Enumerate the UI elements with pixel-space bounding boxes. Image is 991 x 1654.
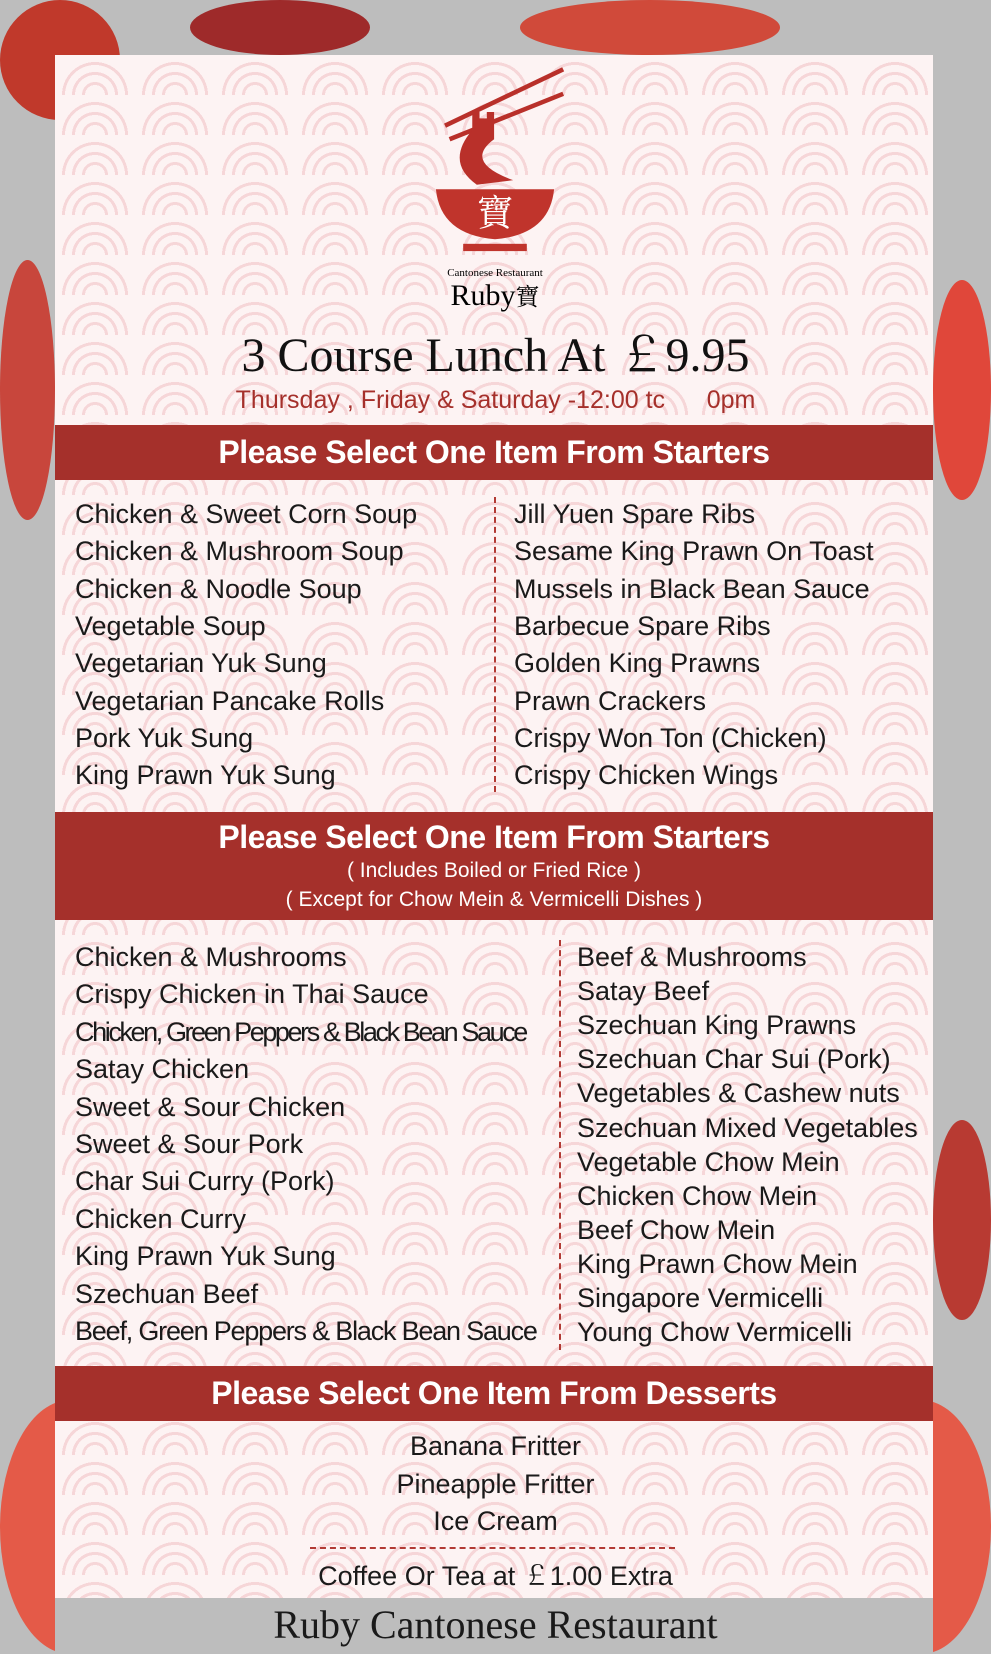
logo-subtitle: Cantonese Restaurant [447, 267, 543, 279]
menu-item: Golden King Prawns [514, 648, 761, 679]
menu-item: Beef & Mushrooms [577, 942, 807, 972]
menu-item: Prawn Crackers [514, 685, 707, 716]
menu-item: Crispy Chicken in Thai Sauce [75, 979, 429, 1010]
logo [420, 62, 570, 322]
svg-text:寶: 寶 [476, 191, 514, 235]
desserts-heading: Please Select One Item From Desserts [211, 1375, 777, 1411]
menu-item: Sweet & Sour Pork [75, 1129, 304, 1159]
menu-item: Beef Chow Mein [577, 1214, 776, 1245]
menu-item: King Prawn Yuk Sung [75, 1241, 336, 1272]
menu-item: Pork Yuk Sung [75, 722, 254, 753]
menu-item: Szechuan Char Sui (Pork) [577, 1044, 891, 1075]
starters-divider [494, 497, 496, 792]
logo-name: Ruby [450, 279, 516, 312]
menu-item: Szechuan King Prawns [577, 1010, 857, 1041]
starters-heading: Please Select One Item From Starters [218, 434, 770, 470]
starters-header [55, 425, 933, 480]
menu-item: Young Chow Vermicelli [577, 1317, 853, 1348]
menu-item: Char Sui Curry (Pork) [75, 1166, 335, 1197]
mains-note-except: ( Except for Chow Mein & Vermicelli Dishes ) [285, 888, 703, 911]
mains-divider [559, 940, 561, 1350]
menu-item: Crispy Chicken Wings [514, 760, 779, 791]
menu-item: Sesame King Prawn On Toast [514, 536, 874, 567]
menu-item: King Prawn Chow Mein [577, 1248, 858, 1279]
menu-item: Pineapple Fritter [396, 1468, 595, 1499]
chopsticks-bowl-icon [420, 62, 570, 262]
pomegranate-decoration [520, 0, 780, 55]
mains-note-rice: ( Includes Boiled or Fried Rice ) [346, 859, 642, 882]
menu-item: Chicken & Mushrooms [75, 942, 347, 972]
menu-item: Barbecue Spare Ribs [514, 610, 771, 641]
menu-item: Vegetable Chow Mein [577, 1146, 840, 1177]
pomegranate-decoration [933, 1120, 991, 1320]
menu-item: Szechuan Mixed Vegetables [577, 1112, 918, 1143]
pomegranate-decoration [190, 0, 370, 55]
logo-chinese: 寶 [515, 285, 540, 311]
menu-item: Mussels in Black Bean Sauce [514, 573, 870, 604]
menu-item: Vegetarian Pancake Rolls [75, 685, 385, 716]
coffee-extra-text: Coffee Or Tea at ￡1.00 Extra [318, 1561, 673, 1591]
menu-item: Satay Chicken [75, 1054, 250, 1085]
menu-item: Vegetable Soup [75, 610, 266, 641]
page-title: 3 Course Lunch At ￡9.95 [241, 329, 750, 382]
menu-item: Singapore Vermicelli [577, 1283, 824, 1313]
menu-item: Chicken & Mushroom Soup [75, 536, 404, 567]
menu-item: Crispy Won Ton (Chicken) [514, 722, 827, 753]
mains-header [55, 812, 933, 920]
menu-item: Ice Cream [433, 1506, 558, 1536]
footer-restaurant-name: Ruby Cantonese Restaurant [273, 1602, 718, 1647]
menu-item: Chicken, Green Peppers & Black Bean Sauce [75, 1016, 526, 1047]
menu-item: Chicken & Noodle Soup [75, 573, 362, 604]
dessert-divider [310, 1547, 675, 1549]
menu-item: Chicken & Sweet Corn Soup [75, 499, 418, 529]
menu-item: Jill Yuen Spare Ribs [514, 499, 756, 529]
mains-heading: Please Select One Item From Starters [218, 819, 770, 855]
menu-item: Satay Beef [577, 976, 710, 1007]
menu-item: King Prawn Yuk Sung [75, 760, 336, 791]
menu-item: Beef, Green Peppers & Black Bean Sauce [75, 1316, 537, 1346]
menu-item: Sweet & Sour Chicken [75, 1091, 346, 1122]
menu-item: Vegetarian Yuk Sung [75, 648, 327, 679]
menu-item: Szechuan Beef [75, 1278, 259, 1309]
hours-text: Thursday , Friday & Saturday -12:00 tc 0pm [235, 386, 756, 414]
desserts-header [55, 1366, 933, 1421]
menu-item: Chicken Chow Mein [577, 1180, 818, 1211]
menu-item: Vegetables & Cashew nuts [577, 1078, 900, 1109]
menu-item: Chicken Curry [75, 1203, 247, 1234]
menu-item: Banana Fritter [409, 1431, 582, 1461]
